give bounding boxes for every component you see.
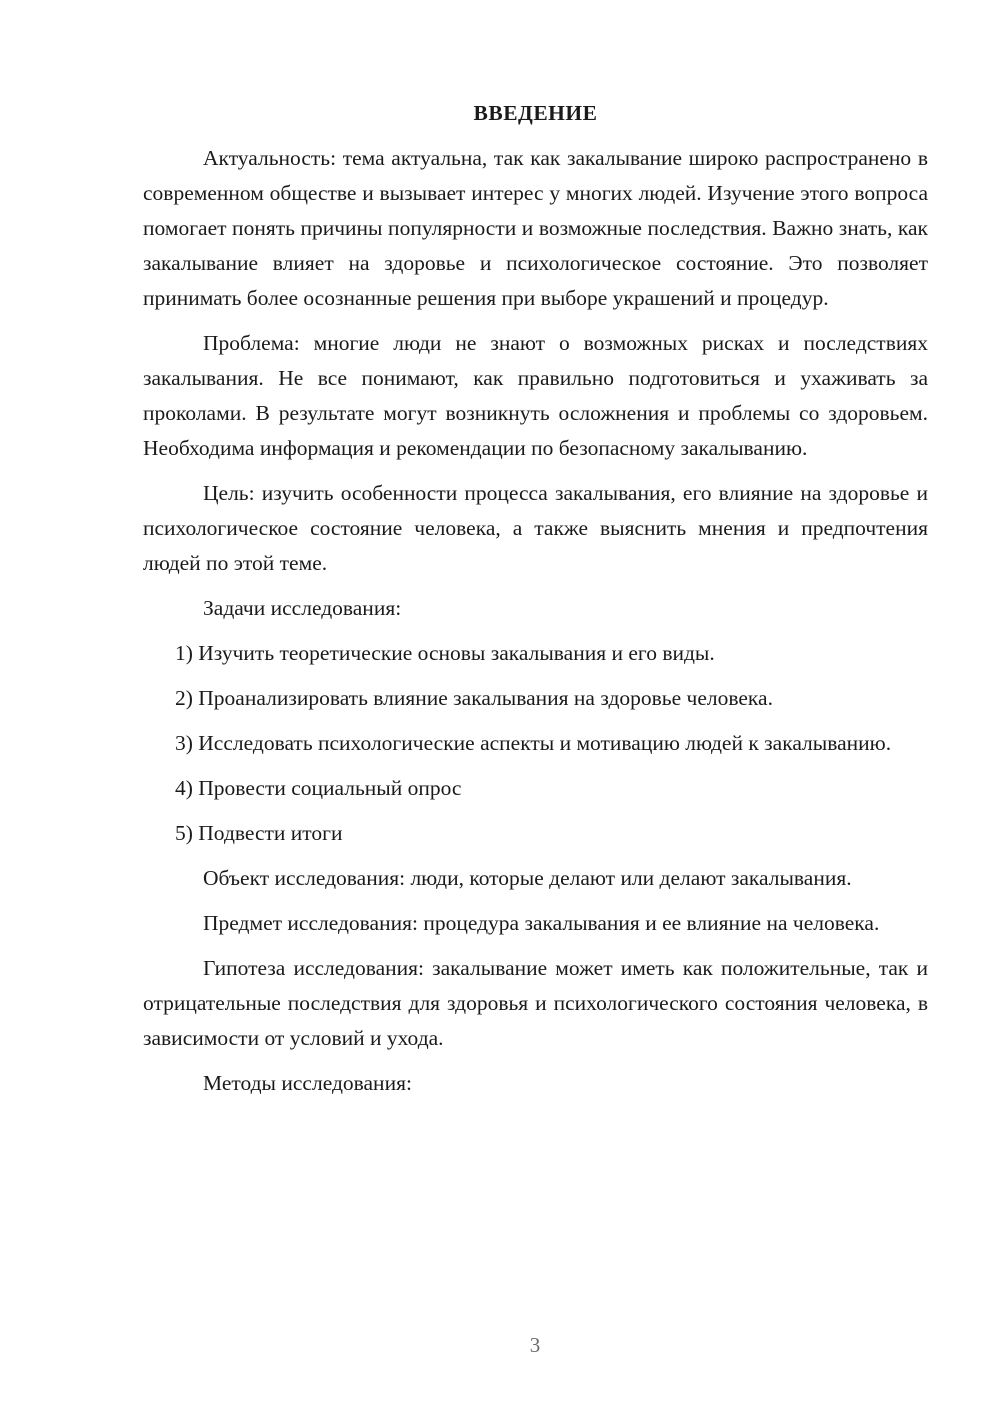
task-item-3: 3) Исследовать психологические аспекты и мотивацию людей к закалыванию. <box>175 731 892 755</box>
methods-heading: Методы исследования: <box>203 1071 412 1095</box>
goal-paragraph: Цель: изучить особенности процесса закалывания, его влияние на здоровье и психологическое состояние человека, а также выяснить мнения и предпочтения людей по этой теме. <box>143 481 928 575</box>
task-item-4: 4) Провести социальный опрос <box>175 776 462 800</box>
page-title: ВВЕДЕНИЕ <box>473 101 598 125</box>
object-paragraph: Объект исследования: люди, которые делают или делают закалывания. <box>203 866 852 890</box>
subject-paragraph: Предмет исследования: процедура закалывания и ее влияние на человека. <box>203 911 880 935</box>
document-page <box>143 96 928 1111</box>
problem-paragraph: Проблема: многие люди не знают о возможных рисках и последствиях закалывания. Не все понимают, как правильно подготовиться и ухаживать за проколами. В результате могут возникнуть осложнения и проблемы со здоровьем. Необходима информация и рекомендации по безопасному закалыванию. <box>143 331 928 460</box>
task-item-2: 2) Проанализировать влияние закалывания на здоровье человека. <box>175 686 773 710</box>
task-item-1: 1) Изучить теоретические основы закалывания и его виды. <box>175 641 715 665</box>
relevance-paragraph: Актуальность: тема актуальна, так как закалывание широко распространено в современном обществе и вызывает интерес у многих людей. Изучение этого вопроса помогает понять причины популярности и возможные последствия. Важно знать, как закалывание влияет на здоровье и психологическое состояние. Это позволяет принимать более осознанные решения при выборе украшений и процедур. <box>143 146 928 310</box>
hypothesis-paragraph: Гипотеза исследования: закалывание может иметь как положительные, так и отрицательные последствия для здоровья и психологического состояния человека, в зависимости от условий и ухода. <box>143 956 928 1050</box>
page-number: 3 <box>529 1333 541 1357</box>
tasks-heading: Задачи исследования: <box>203 596 402 620</box>
task-item-5: 5) Подвести итоги <box>175 821 343 845</box>
